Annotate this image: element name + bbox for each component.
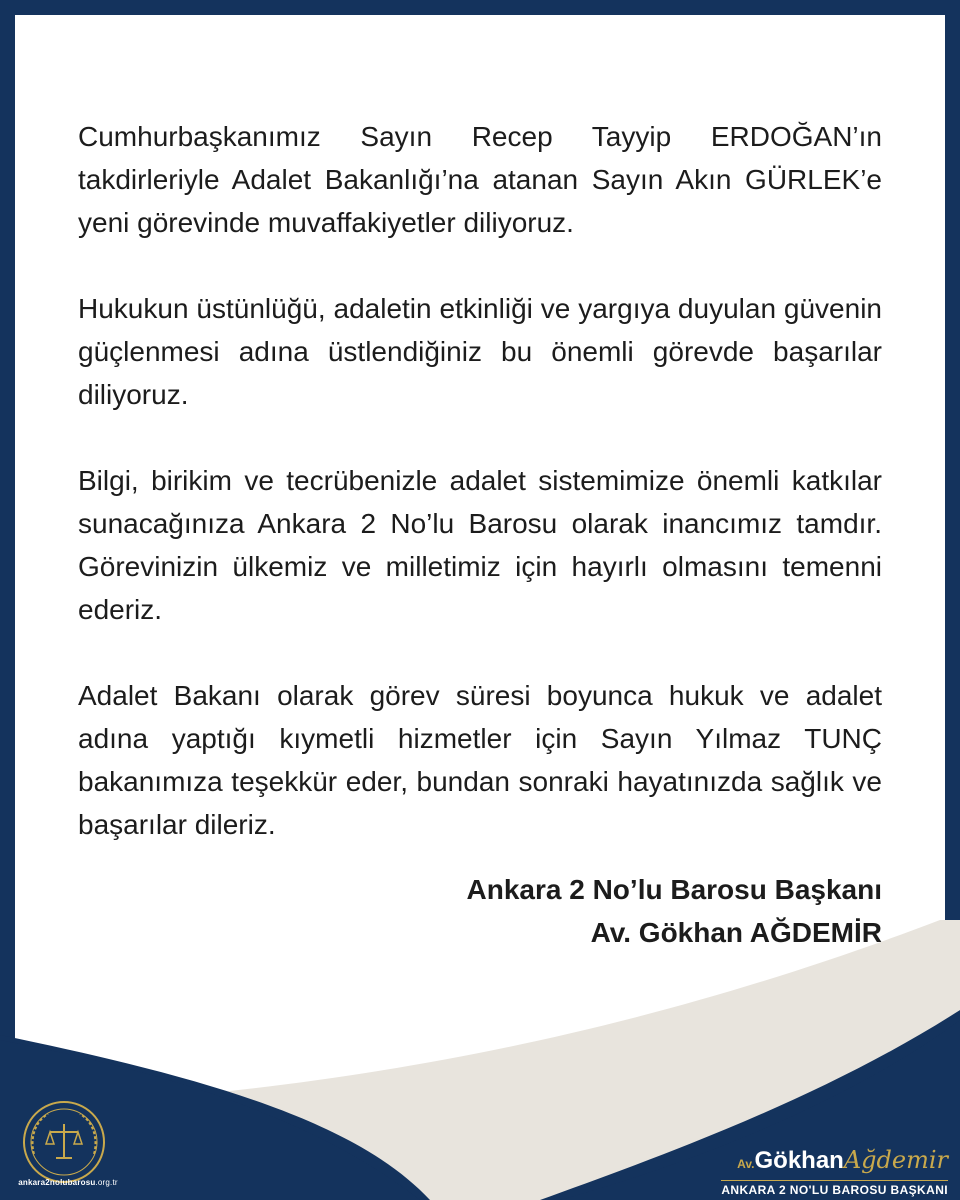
brand-last-name: Ağdemir: [843, 1146, 948, 1174]
website-tld: .org.tr: [95, 1178, 118, 1187]
paragraph-4: Adalet Bakanı olarak görev süresi boyunca hukuk ve adalet adına yaptığı kıymetli hizmetler için Sayın Yılmaz TUNÇ bakanımıza teşekkür eder, bundan sonraki hayatınızda sağlık ve başarılar dileriz.: [78, 680, 882, 840]
paragraph-2: Hukukun üstünlüğü, adaletin etkinliği ve yargıya duyulan güvenin güçlenmesi adına üstlendiğiniz bu önemli görevde başarılar diliyoruz.: [78, 293, 882, 410]
website-domain: ankara2nolubarosu: [18, 1178, 96, 1187]
paragraph-3: Bilgi, birikim ve tecrübenizle adalet sistemimize önemli katkılar sunacağınıza Ankara 2 No’lu Barosu olarak inancımız tamdır. Görevinizin ülkemiz ve milletimiz için hayırlı olmasını temenni ederiz.: [78, 465, 882, 625]
brand-first-name: Gökhan: [754, 1147, 844, 1174]
brand-prefix: Av.: [737, 1157, 755, 1171]
signature-name: Av. Gökhan AĞDEMİR: [590, 917, 882, 948]
website-url: [18, 1178, 118, 1187]
brand-signature-logo: [721, 1146, 948, 1197]
bar-association-seal-logo: [22, 1100, 106, 1184]
brand-name: [721, 1146, 948, 1178]
signature-title: Ankara 2 No’lu Barosu Başkanı: [466, 874, 882, 905]
brand-title: ANKARA 2 NO'LU BAROSU BAŞKANI: [721, 1183, 948, 1197]
brand-divider: [721, 1180, 948, 1181]
paragraph-1: Cumhurbaşkanımız Sayın Recep Tayyip ERDOĞAN’ın takdirleriyle Adalet Bakanlığı’na atanan Sayın Akın GÜRLEK’e yeni görevinde muvaffakiyetler diliyoruz.: [78, 121, 882, 238]
